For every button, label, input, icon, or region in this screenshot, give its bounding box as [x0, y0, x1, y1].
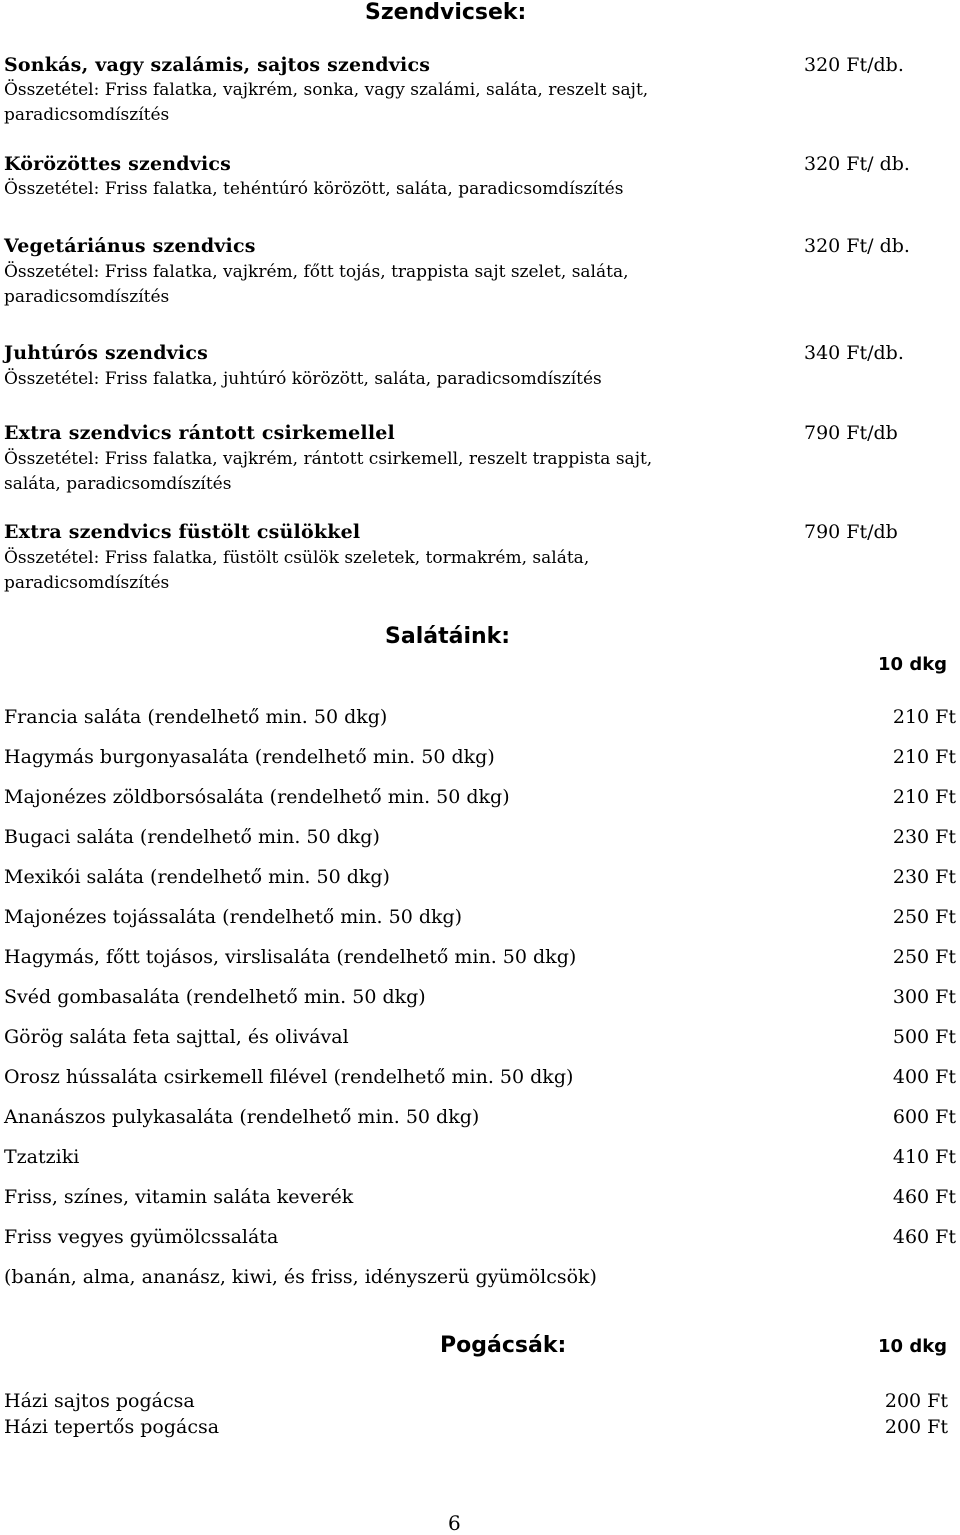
salad-price: 210 Ft: [892, 746, 956, 768]
salad-name: Svéd gombasaláta (rendelhető min. 50 dkg): [4, 986, 426, 1008]
salads-heading: Salátáink:: [385, 624, 511, 649]
sandwich-price: 320 Ft/ db.: [804, 153, 910, 175]
salad-name: Görög saláta feta sajttal, és olivával: [4, 1026, 349, 1048]
page-number: 6: [448, 1511, 461, 1535]
salad-name: Francia saláta (rendelhető min. 50 dkg): [4, 706, 388, 728]
salad-note: (banán, alma, ananász, kiwi, és friss, idényszerü gyümölcsök): [4, 1266, 597, 1288]
sandwich-desc: saláta, paradicsomdíszítés: [4, 474, 232, 494]
sandwich-price: 340 Ft/db.: [804, 342, 904, 364]
sandwich-price: 790 Ft/db: [804, 521, 898, 543]
pastry-name: Házi sajtos pogácsa: [4, 1390, 195, 1412]
salad-name: Bugaci saláta (rendelhető min. 50 dkg): [4, 826, 380, 848]
salad-name: Friss vegyes gyümölcssaláta: [4, 1226, 279, 1248]
pastry-price: 200 Ft: [884, 1416, 948, 1438]
salad-name: Hagymás burgonyasaláta (rendelhető min. 50 dkg): [4, 746, 495, 768]
pastries-heading: Pogácsák:: [440, 1333, 567, 1358]
salad-price: 300 Ft: [892, 986, 956, 1008]
sandwich-name: Sonkás, vagy szalámis, sajtos szendvics: [4, 54, 431, 76]
sandwich-price: 320 Ft/db.: [804, 54, 904, 76]
salad-name: Majonézes zöldborsósaláta (rendelhető min. 50 dkg): [4, 786, 510, 808]
pastry-price: 200 Ft: [884, 1390, 948, 1412]
salad-price: 410 Ft: [892, 1146, 956, 1168]
salad-price: 230 Ft: [892, 826, 956, 848]
salad-name: Hagymás, főtt tojásos, virslisaláta (rendelhető min. 50 dkg): [4, 946, 577, 968]
sandwiches-heading: Szendvicsek:: [365, 0, 527, 25]
sandwich-desc: Összetétel: Friss falatka, vajkrém, rántott csirkemell, reszelt trappista sajt,: [4, 449, 653, 469]
sandwich-name: Extra szendvics rántott csirkemellel: [4, 422, 395, 444]
sandwich-desc: Összetétel: Friss falatka, tehéntúró körözött, saláta, paradicsomdíszítés: [4, 179, 624, 199]
salad-price: 400 Ft: [892, 1066, 956, 1088]
salad-price: 460 Ft: [892, 1186, 956, 1208]
salad-price: 230 Ft: [892, 866, 956, 888]
sandwich-desc: paradicsomdíszítés: [4, 105, 170, 125]
sandwich-desc: paradicsomdíszítés: [4, 573, 170, 593]
sandwich-name: Juhtúrós szendvics: [4, 342, 208, 364]
sandwich-name: Extra szendvics füstölt csülökkel: [4, 521, 361, 543]
salad-price: 250 Ft: [892, 906, 956, 928]
sandwich-desc: paradicsomdíszítés: [4, 287, 170, 307]
salad-name: Majonézes tojássaláta (rendelhető min. 50 dkg): [4, 906, 463, 928]
salads-unit: 10 dkg: [878, 654, 948, 675]
salad-price: 250 Ft: [892, 946, 956, 968]
sandwich-price: 790 Ft/db: [804, 422, 898, 444]
salad-name: Orosz hússaláta csirkemell filével (rendelhető min. 50 dkg): [4, 1066, 574, 1088]
salad-price: 600 Ft: [892, 1106, 956, 1128]
salad-name: Mexikói saláta (rendelhető min. 50 dkg): [4, 866, 390, 888]
pastries-unit: 10 dkg: [878, 1336, 948, 1357]
sandwich-name: Körözöttes szendvics: [4, 153, 232, 175]
sandwich-desc: Összetétel: Friss falatka, vajkrém, sonka, vagy szalámi, saláta, reszelt sajt,: [4, 80, 649, 100]
sandwich-desc: Összetétel: Friss falatka, juhtúró körözött, saláta, paradicsomdíszítés: [4, 369, 602, 389]
sandwich-desc: Összetétel: Friss falatka, füstölt csülök szeletek, tormakrém, saláta,: [4, 548, 590, 568]
sandwich-price: 320 Ft/ db.: [804, 235, 910, 257]
pastry-name: Házi tepertős pogácsa: [4, 1416, 220, 1438]
salad-name: Ananászos pulykasaláta (rendelhető min. 50 dkg): [4, 1106, 480, 1128]
salad-price: 460 Ft: [892, 1226, 956, 1248]
salad-price: 210 Ft: [892, 786, 956, 808]
sandwich-desc: Összetétel: Friss falatka, vajkrém, főtt tojás, trappista sajt szelet, saláta,: [4, 262, 629, 282]
salad-name: Tzatziki: [4, 1146, 80, 1168]
salad-price: 210 Ft: [892, 706, 956, 728]
salad-price: 500 Ft: [892, 1026, 956, 1048]
salad-name: Friss, színes, vitamin saláta keverék: [4, 1186, 354, 1208]
sandwich-name: Vegetáriánus szendvics: [4, 235, 256, 257]
